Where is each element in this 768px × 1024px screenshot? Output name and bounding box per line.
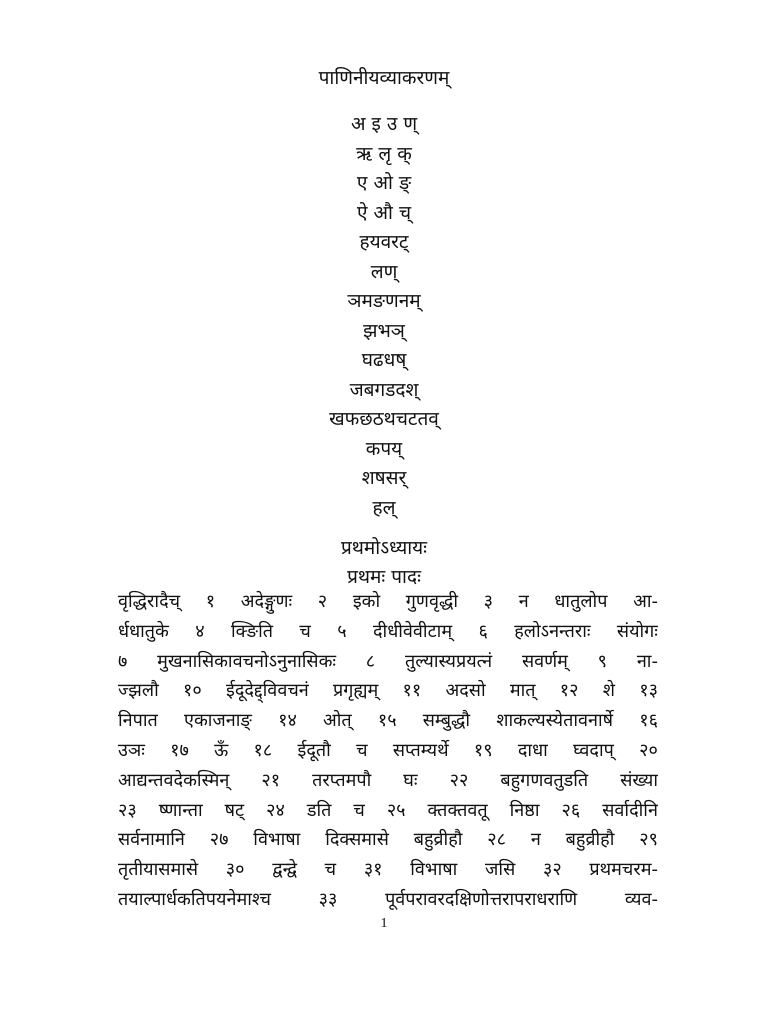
- body-word: घः: [403, 769, 418, 791]
- sutra-line: लण्: [370, 260, 398, 283]
- body-word: गुणवृद्धी: [405, 591, 458, 612]
- body-word: निष्ठा: [509, 799, 540, 821]
- body-word: ६: [478, 620, 488, 642]
- body-word: मुखनासिकावचनोऽनुनासिकः: [157, 650, 337, 672]
- body-word: १: [205, 591, 216, 612]
- body-word: वृद्धिरादैच्: [118, 591, 181, 612]
- body-word: २१: [261, 769, 281, 791]
- body-word: ३: [483, 591, 494, 612]
- body-word: च: [353, 799, 365, 821]
- body-word: शे: [602, 680, 616, 702]
- body-word: ईदूतौ: [297, 739, 331, 761]
- body-line: [118, 885, 658, 915]
- body-word: सप्तम्यर्थे: [392, 739, 449, 761]
- body-word: आद्यन्तवदेकस्मिन्: [118, 769, 230, 791]
- body-word: २६: [561, 799, 581, 821]
- body-word: ३३: [318, 888, 338, 910]
- body-word: १८: [253, 739, 273, 761]
- page-number: 1: [380, 916, 388, 931]
- body-word: ५: [337, 620, 347, 642]
- body-word: २: [317, 591, 328, 612]
- body-word: तरप्तमपौ: [312, 769, 372, 791]
- body-word: ९: [597, 650, 608, 672]
- body-word: २३: [118, 799, 137, 821]
- body-word: न: [530, 829, 541, 851]
- body-word: १९: [473, 739, 493, 761]
- body-word: सर्वादीनि: [602, 799, 658, 821]
- sutra-line: ऋ लृ क्: [356, 142, 412, 165]
- body-word: सवर्णम्: [521, 650, 568, 672]
- sutra-line: हल्: [372, 496, 396, 519]
- body-word: ८: [365, 650, 376, 672]
- body-word: २७: [209, 829, 229, 851]
- body-word: तृतीयासमासे: [118, 859, 199, 881]
- body-word: र्धधातुके: [118, 620, 169, 642]
- body-word: अदेङ्गुणः: [240, 591, 293, 612]
- sutra-line: झभञ्: [363, 319, 405, 342]
- body-word: तयाल्पार्धकतिपयनेमाश्च: [118, 888, 271, 910]
- body-line: [118, 825, 658, 855]
- body-word: शाकल्यस्येतावनार्षे: [496, 710, 614, 732]
- body-word: च: [299, 620, 311, 642]
- sutra-line: ऐ औ च्: [356, 201, 412, 224]
- body-word: ४: [195, 620, 205, 642]
- body-word: जसि: [485, 859, 516, 881]
- sutra-line: हयवरट्: [359, 231, 409, 253]
- body-word: संयोगः: [616, 620, 658, 642]
- body-line: [118, 855, 658, 885]
- sutra-line: शषसर्: [361, 467, 407, 489]
- body-word: १६: [639, 710, 658, 732]
- body-word: ११: [402, 680, 422, 702]
- body-word: ष्णान्ता: [158, 799, 203, 821]
- body-word: द्वन्द्वे: [272, 859, 297, 881]
- body-word: सम्बुद्धौ: [422, 710, 471, 732]
- sutra-line: कपय्: [365, 437, 403, 460]
- body-word: ३२: [542, 859, 562, 881]
- maheshvara-sutras-list: [0, 110, 768, 523]
- section-heading: प्रथमः पादः: [347, 566, 421, 588]
- document-title: पाणिनीयव्याकरणम्: [318, 67, 450, 89]
- body-word: सर्वनामानि: [118, 829, 185, 851]
- body-word: ७: [118, 650, 128, 672]
- body-word: २२: [449, 769, 469, 791]
- body-word: २०: [639, 739, 658, 761]
- body-word: अदसो: [445, 680, 486, 702]
- body-word: १३: [639, 680, 658, 702]
- body-word: प्रगृह्यम्: [332, 680, 379, 702]
- body-word: निपात: [118, 710, 158, 732]
- body-line: [118, 736, 658, 766]
- body-word: १४: [278, 710, 297, 732]
- body-word: डति: [306, 799, 332, 821]
- body-word: व्यव-: [624, 888, 658, 910]
- body-word: आ-: [633, 591, 658, 612]
- body-word: च: [324, 859, 337, 881]
- body-word: क्ङिति: [231, 620, 274, 642]
- body-word: उञः: [118, 739, 145, 761]
- body-word: पूर्वपरावरदक्षिणोत्तरापराधराणि: [385, 888, 578, 910]
- body-word: प्रथमचरम-: [589, 859, 658, 881]
- body-word: संख्या: [620, 769, 658, 791]
- body-word: विभाषा: [253, 829, 301, 851]
- body-word: २५: [386, 799, 406, 821]
- body-word: इको: [352, 591, 381, 612]
- sutra-line: घढधष्: [361, 349, 407, 371]
- body-word: हलोऽनन्तराः: [514, 620, 591, 642]
- body-word: च: [356, 739, 368, 761]
- body-word: मात्: [509, 680, 536, 702]
- body-word: २९: [639, 829, 658, 851]
- body-word: दिक्समासे: [325, 829, 389, 851]
- body-word: ३०: [225, 859, 245, 881]
- sutra-line: जबगडदश्: [349, 378, 419, 401]
- body-word: दीधीवेवीटाम्: [372, 620, 453, 642]
- body-word: षट्: [224, 799, 245, 821]
- body-word: एकाजनाङ्: [183, 710, 252, 732]
- sutra-line: ए ओ ङ्: [356, 172, 412, 194]
- body-word: बहुव्रीहौ: [413, 829, 463, 851]
- body-word: घ्वदाप्: [573, 739, 614, 761]
- body-word: क्तक्तवतू: [427, 799, 488, 821]
- body-word: दाधा: [517, 739, 548, 761]
- body-word: ओत्: [322, 710, 352, 732]
- body-line: [118, 617, 658, 647]
- body-word: ना-: [636, 650, 658, 672]
- body-word: २४: [266, 799, 285, 821]
- sutra-line: अ इ उ ण्: [350, 113, 418, 135]
- body-word: १०: [183, 680, 202, 702]
- body-word: विभाषा: [410, 859, 458, 881]
- body-word: ३१: [363, 859, 383, 881]
- body-word: बहुगणवतुडति: [500, 769, 589, 791]
- body-line: [118, 676, 658, 706]
- body-word: १५: [377, 710, 397, 732]
- body-line: [118, 587, 658, 617]
- body-word: न: [518, 591, 529, 612]
- chapter-heading: प्रथमोऽध्यायः: [340, 537, 428, 559]
- sutra-line: ञमङणनम्: [347, 290, 421, 312]
- body-line: [118, 647, 658, 677]
- body-line: [118, 766, 658, 796]
- body-word: बहुव्रीहौ: [565, 829, 615, 851]
- body-line: [118, 706, 658, 736]
- body-word: तुल्यास्यप्रयत्नं: [404, 650, 493, 672]
- body-line: [118, 796, 658, 826]
- body-word: ईदूदेद्द्विवचनं: [225, 680, 309, 702]
- body-word: ऊँ: [214, 739, 229, 761]
- sutra-text-body: [118, 587, 658, 915]
- sutra-line: खफछठथचटतव्: [329, 408, 439, 430]
- body-word: १२: [559, 680, 579, 702]
- body-word: धातुलोप: [554, 591, 608, 612]
- body-word: १७: [170, 739, 189, 761]
- body-word: ज्झलौ: [118, 680, 159, 702]
- body-word: २८: [487, 829, 506, 851]
